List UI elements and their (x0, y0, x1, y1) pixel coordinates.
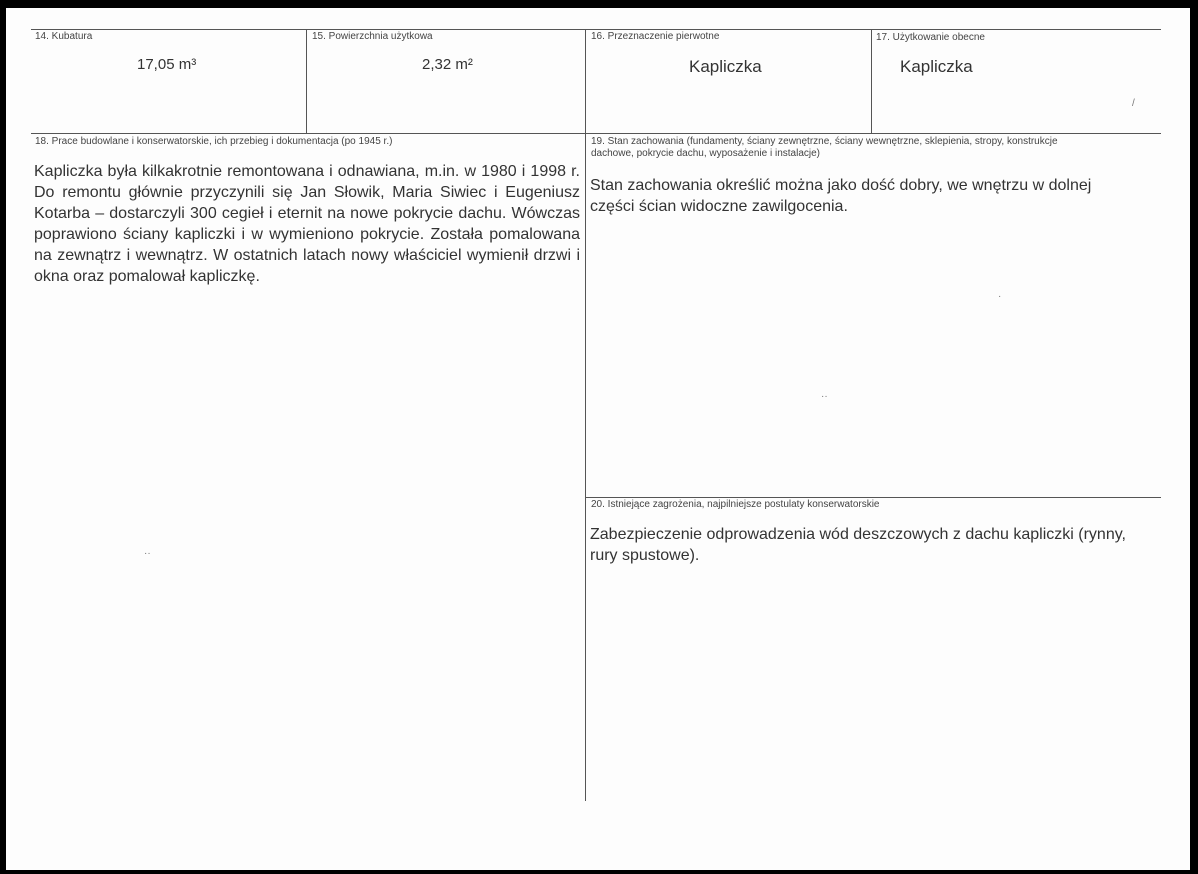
top-rule (31, 29, 1161, 30)
col-divider-16-17 (871, 29, 872, 134)
field-18-label: 18. Prace budowlane i konserwatorskie, ich przebieg i dokumentacja (po 1945 r.) (35, 136, 393, 147)
field-19-label: 19. Stan zachowania (fundamenty, ściany zewnętrzne, ściany wewnętrzne, sklepienia, stropy, konstrukcje dachowe, pokrycie dachu, wyposażenie i instalacje) (591, 136, 1058, 159)
row-divider-20 (585, 497, 1161, 498)
scan-speck: ·· (821, 391, 828, 402)
field-20-label: 20. Istniejące zagrożenia, najpilniejsze postulaty konserwatorskie (591, 499, 880, 510)
scan-speck: · (998, 291, 1002, 302)
field-14-value: 17,05 m³ (137, 56, 197, 73)
field-17-label: 17. Użytkowanie obecne (876, 32, 985, 43)
scan-speck: ·· (144, 548, 151, 559)
field-18-text: Kapliczka była kilkakrotnie remontowana i odnawiana, m.in. w 1980 i 1998 r. Do remontu głównie przyczynili się Jan Słowik, Maria Siwiec i Eugeniusz Kotarba – dostarczyli 300 cegieł i eternit na nowe pokrycie dachu. Wówczas poprawiono ściany kapliczki i w wymieniono pokrycie. Została pomalowana na zewnątrz i wewnątrz. W ostatnich latach nowy właściciel wymienił drzwi i okna oraz pomalował kapliczkę. (34, 163, 580, 285)
col-divider-14-15 (306, 29, 307, 134)
form-sheet (6, 8, 1190, 870)
field-16-value: Kapliczka (689, 57, 762, 76)
field-15-label: 15. Powierzchnia użytkowa (312, 31, 433, 42)
field-14-label: 14. Kubatura (35, 31, 93, 42)
field-20-text: Zabezpieczenie odprowadzenia wód deszczowych z dachu kapliczki (rynny, rury spustowe). (590, 526, 1126, 564)
field-16-label: 16. Przeznaczenie pierwotne (591, 31, 720, 42)
col-divider-main (585, 29, 586, 801)
field-19-text: Stan zachowania określić można jako dość dobry, we wnętrzu w dolnej części ścian widoczne zawilgocenia. (590, 177, 1092, 215)
row-divider-18-19 (31, 133, 1161, 134)
field-17-value: Kapliczka (900, 57, 973, 76)
field-15-value: 2,32 m² (422, 56, 473, 73)
scan-speck: / (1132, 98, 1135, 109)
